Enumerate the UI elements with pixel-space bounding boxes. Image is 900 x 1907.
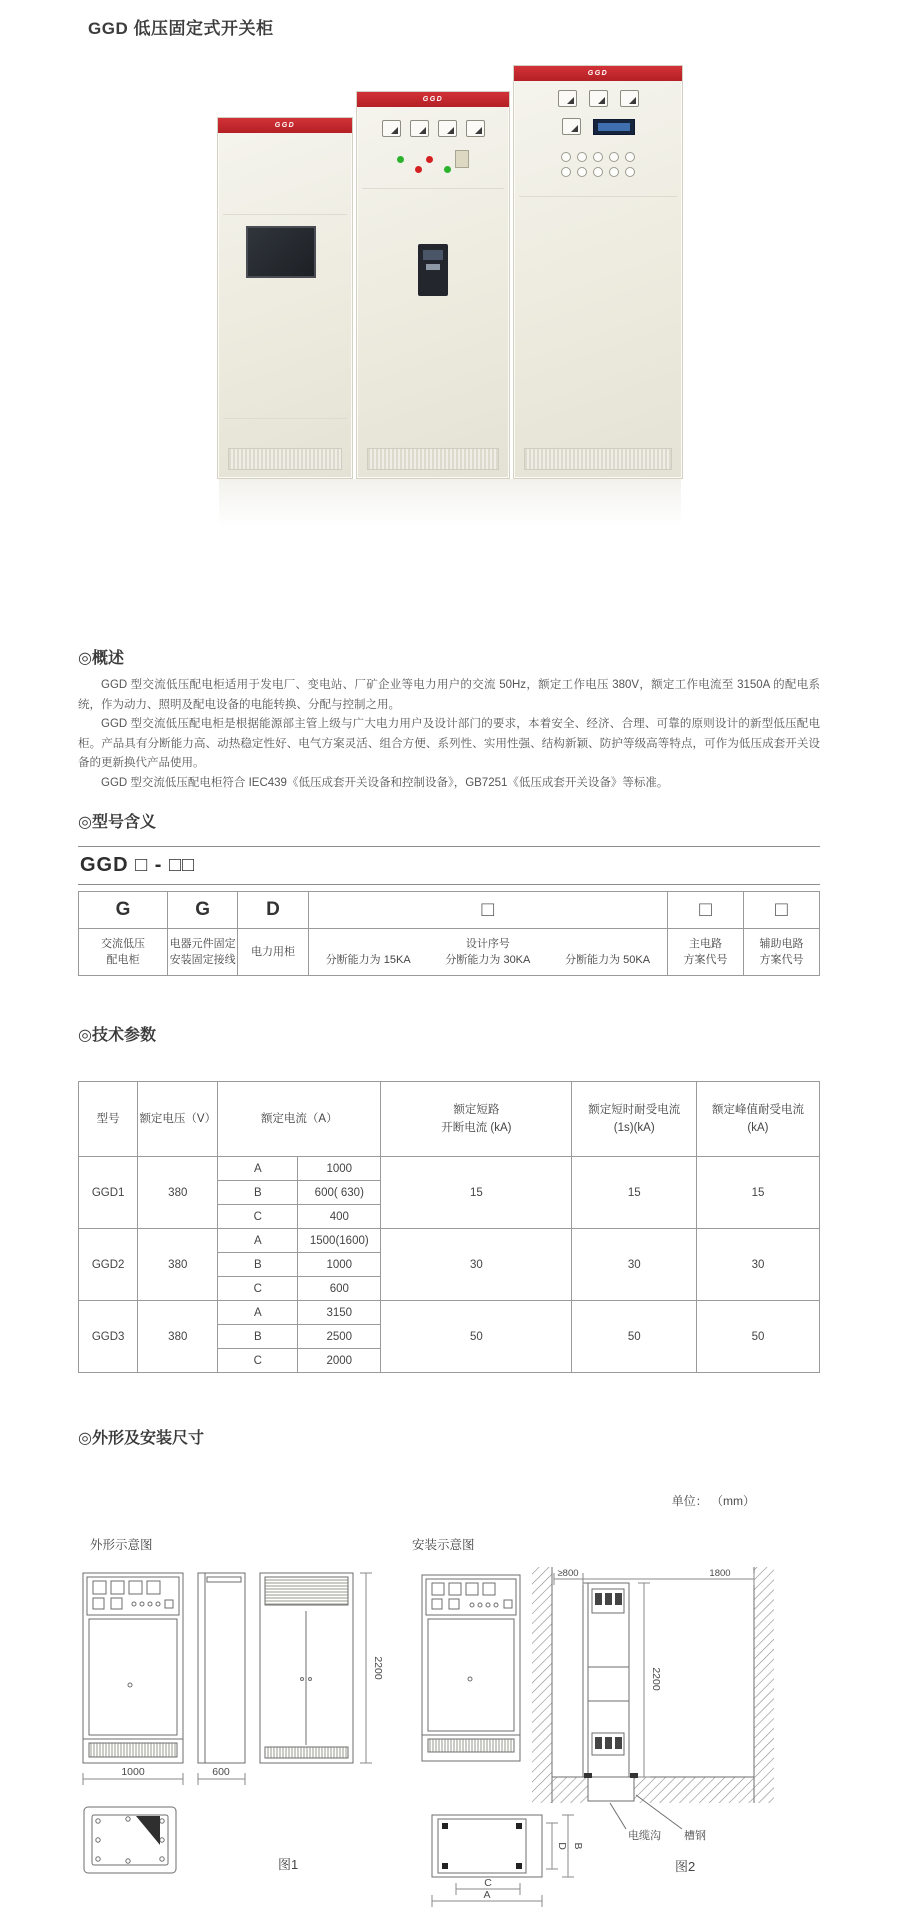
outline-diagram-label: 外形示意图 (90, 1538, 153, 1552)
desc-line: 主电路 (689, 938, 723, 950)
tech-cell: 600 (298, 1277, 381, 1301)
cabinet-vent (228, 448, 342, 470)
dim-d-label: D (556, 1842, 568, 1850)
tech-cell: B (218, 1325, 298, 1349)
tech-cell: 600( 630) (298, 1181, 381, 1205)
tech-header-cell: 额定电流（A） (218, 1082, 381, 1157)
header-line: (kA) (747, 1122, 769, 1134)
channel-steel-label: 槽钢 (684, 1830, 706, 1842)
base-plan-drawing (432, 1815, 542, 1877)
tech-cell: 380 (138, 1301, 218, 1373)
model-desc-cell (79, 929, 168, 976)
dim-install-height-label: 2200 (650, 1667, 662, 1691)
tech-cell: C (218, 1277, 298, 1301)
panel-button (609, 152, 619, 162)
model-code-cell: □ (668, 892, 744, 929)
model-code-cell: G (167, 892, 237, 929)
dim-c-label: C (484, 1877, 492, 1889)
tech-cell: 380 (138, 1229, 218, 1301)
gauge-display-row (514, 118, 682, 135)
overview-paragraph: GGD 型交流低压配电柜适用于发电厂、变电站、厂矿企业等电力用户的交流 50Hz，额定工作电压 380V，额定工作电流至 3150A 的配电系统，作为动力、照明及配电设备的电能转换、分配与控制之用。 (78, 679, 820, 711)
model-meaning-table (78, 891, 820, 976)
panel-button (577, 167, 587, 177)
outline-diagram-figure1 (78, 1567, 408, 1907)
section-overview (0, 645, 900, 793)
indicator-light-row (357, 166, 509, 173)
indicator-light-red (415, 166, 422, 173)
desc-line: 配电柜 (106, 954, 140, 966)
tech-cell: GGD1 (79, 1157, 138, 1229)
dim-wallgap-label: 1800 (709, 1568, 731, 1579)
gauge-row (357, 120, 509, 137)
tech-header-cell (696, 1082, 819, 1157)
panel-button (609, 167, 619, 177)
tech-cell: 30 (381, 1229, 572, 1301)
tech-header-cell: 型号 (79, 1082, 138, 1157)
panel-button-grid (514, 152, 682, 177)
cabinet-brand-band (514, 66, 682, 81)
install-diagram-figure2 (420, 1567, 835, 1907)
cabinet-screen (246, 226, 316, 278)
header-line: 开断电流 (kA) (441, 1122, 512, 1134)
divider (78, 884, 820, 885)
model-meaning-heading: ◎型号含义 (78, 814, 156, 831)
panel-button (593, 167, 603, 177)
section-dimensions (0, 1425, 900, 1907)
dim-width-label: 1000 (121, 1766, 145, 1778)
digital-display (593, 119, 635, 135)
tech-cell: 50 (696, 1301, 819, 1373)
tech-cell: GGD3 (79, 1301, 138, 1373)
model-formula: GGD □ - □□ (80, 854, 196, 876)
figure1-caption: 图1 (278, 1857, 299, 1872)
tech-cell: C (218, 1205, 298, 1229)
desc-line: 方案代号 (759, 954, 804, 966)
tech-cell: 15 (696, 1157, 819, 1229)
overview-paragraphs (78, 676, 820, 793)
tech-cell: 3150 (298, 1301, 381, 1325)
gauge-meter (410, 120, 429, 137)
tech-params-table (78, 1081, 820, 1373)
model-meaning-block (78, 846, 820, 976)
unit-note: 单位： （mm） (671, 1494, 755, 1508)
panel-button (561, 152, 571, 162)
tech-cell: A (218, 1301, 298, 1325)
gauge-meter (620, 90, 639, 107)
gauge-row (514, 90, 682, 107)
gauge-meter (466, 120, 485, 137)
install-front-view-drawing (422, 1575, 520, 1761)
desc-line: 交流低压 (100, 938, 145, 950)
breaking-capacity-option: 分断能力为 50KA (565, 954, 651, 966)
tech-header-row (79, 1082, 820, 1157)
cabinet-vent (367, 448, 499, 470)
header-line: 额定短路 (453, 1104, 500, 1116)
tech-cell: 380 (138, 1157, 218, 1229)
desc-line: 安装固定接线 (169, 954, 236, 966)
gauge-meter (382, 120, 401, 137)
model-code-row (79, 892, 820, 929)
tech-cell: 15 (381, 1157, 572, 1229)
model-code-cell: □ (744, 892, 820, 929)
cabinet-left (217, 117, 353, 479)
panel-button (625, 152, 635, 162)
door-seam (223, 418, 347, 419)
brand-label: GGD (274, 122, 296, 129)
tech-params-block (78, 1081, 820, 1373)
cabinet-vent (524, 448, 672, 470)
figure2-caption: 图2 (675, 1859, 696, 1874)
tech-cell: GGD2 (79, 1229, 138, 1301)
indicator-light-green (444, 166, 451, 173)
table-row (79, 1229, 820, 1253)
tech-cell: A (218, 1229, 298, 1253)
dim-a-label: A (483, 1889, 491, 1901)
gauge-meter (562, 118, 581, 135)
page-title: GGD 低压固定式开关柜 (88, 19, 274, 38)
desc-line: 方案代号 (683, 954, 728, 966)
desc-line: 电器元件固定 (169, 938, 236, 950)
table-row (79, 1157, 820, 1181)
tech-cell: B (218, 1253, 298, 1277)
photo-reflection (219, 479, 681, 535)
tech-cell: 1000 (298, 1157, 381, 1181)
model-desc-row (79, 929, 820, 976)
gauge-meter (558, 90, 577, 107)
dim-height-2200 (360, 1573, 372, 1763)
mounting-plate-drawing (84, 1807, 176, 1873)
tech-cell: 50 (381, 1301, 572, 1373)
dim-clearance-label: ≥800 (557, 1568, 579, 1579)
model-code-cell: G (79, 892, 168, 929)
model-desc-cell (668, 929, 744, 976)
brand-label: GGD (422, 96, 444, 103)
product-photo (0, 39, 900, 535)
model-desc-cell (238, 929, 308, 976)
desc-line: 设计序号 (465, 938, 510, 950)
model-desc-cell (167, 929, 237, 976)
tech-cell: 50 (572, 1301, 696, 1373)
section-model-meaning (0, 809, 900, 976)
overview-paragraph: GGD 型交流低压配电柜符合 IEC439《低压成套开关设备和控制设备》，GB7251《低压成套开关设备》等标准。 (101, 776, 669, 789)
panel-button (577, 152, 587, 162)
dim-height-label: 2200 (372, 1656, 384, 1680)
model-code-cell: D (238, 892, 308, 929)
tech-cell: 1500(1600) (298, 1229, 381, 1253)
indicator-light-green (397, 156, 404, 163)
tech-cell: A (218, 1157, 298, 1181)
tech-params-heading: ◎技术参数 (78, 1027, 156, 1044)
cabinet-right (513, 65, 683, 479)
tech-header-cell (572, 1082, 696, 1157)
brand-label: GGD (587, 70, 609, 77)
gauge-meter (589, 90, 608, 107)
door-seam (362, 188, 504, 189)
desc-line: 辅助电路 (759, 938, 804, 950)
overview-paragraph: GGD 型交流低压配电柜是根据能源部主管上级与广大电力用户及设计部门的要求，本着安全、经济、合理、可靠的原则设计的新型低压配电柜。产品具有分断能力高、动热稳定性好、电气方案灵活、组合方便、系列性、实用性强、结构新颖、防护等级高等特点，可作为低压成套开关设备的更新换代产品使用。 (78, 718, 820, 769)
tech-cell: C (218, 1349, 298, 1373)
tech-header-cell: 额定电压（V） (138, 1082, 218, 1157)
cabinet-brand-band (357, 92, 509, 107)
panel-button (561, 167, 571, 177)
tech-cell: 15 (572, 1157, 696, 1229)
breaking-capacity-options (310, 952, 666, 968)
model-desc-cell (744, 929, 820, 976)
header-line: 额定峰值耐受电流 (711, 1104, 804, 1116)
table-row (79, 1301, 820, 1325)
tech-cell: 30 (696, 1229, 819, 1301)
tech-cell: 2000 (298, 1349, 381, 1373)
header-line: 额定短时耐受电流 (588, 1104, 681, 1116)
dim-depth-label: 600 (212, 1766, 230, 1778)
model-code-cell: □ (308, 892, 667, 929)
gauge-meter (438, 120, 457, 137)
header-line: (1s)(kA) (613, 1122, 655, 1134)
panel-button (593, 152, 603, 162)
dimensions-heading: ◎外形及安装尺寸 (78, 1430, 204, 1447)
door-seam (223, 214, 347, 215)
model-desc-cell (308, 929, 667, 976)
tech-cell: 1000 (298, 1253, 381, 1277)
breaking-capacity-option: 分断能力为 15KA (325, 954, 411, 966)
dim-b-label: B (572, 1842, 584, 1850)
door-seam (519, 196, 677, 197)
circuit-breaker (418, 244, 448, 296)
dim-install-height-2200 (638, 1583, 650, 1777)
side-view-drawing (198, 1573, 245, 1763)
install-diagram-label: 安装示意图 (412, 1538, 475, 1552)
breaking-capacity-option: 分断能力为 30KA (445, 954, 531, 966)
desc-line: 电力用柜 (250, 946, 295, 958)
tech-cell: 400 (298, 1205, 381, 1229)
tech-header-cell (381, 1082, 572, 1157)
indicator-light-red (426, 156, 433, 163)
front-view-drawing (83, 1573, 183, 1763)
diagram-area (78, 1567, 900, 1907)
tech-cell: 30 (572, 1229, 696, 1301)
cable-trench-label: 电缆沟 (628, 1830, 661, 1842)
cabinet-middle (356, 91, 510, 479)
rear-view-drawing (260, 1573, 353, 1763)
cabinet-brand-band (218, 118, 352, 133)
panel-button (625, 167, 635, 177)
cabinet-group (0, 65, 900, 479)
diagram-labels (90, 1535, 900, 1553)
overview-heading: ◎概述 (78, 650, 124, 667)
section-tech-params (0, 1022, 900, 1373)
tech-cell: 2500 (298, 1325, 381, 1349)
tech-cell: B (218, 1181, 298, 1205)
